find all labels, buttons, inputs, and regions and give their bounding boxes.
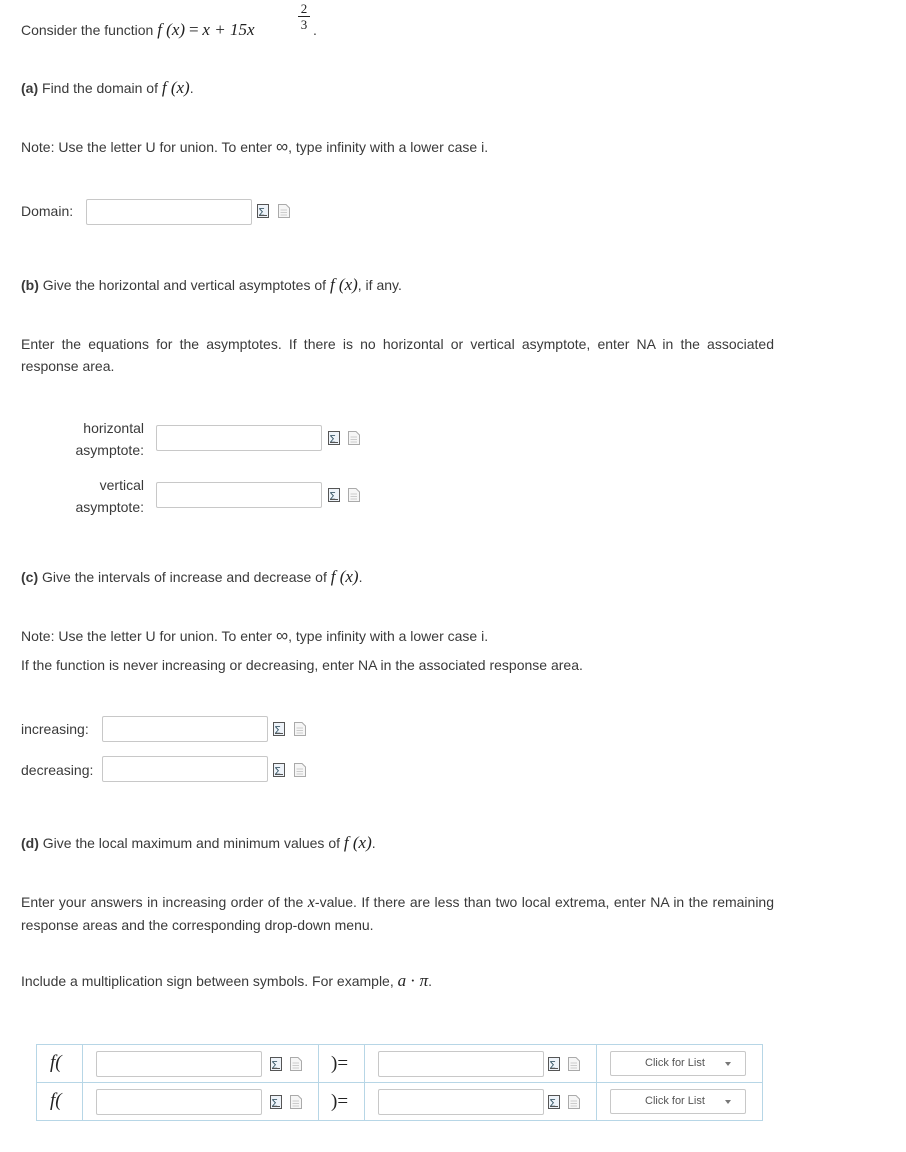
domain-label: Domain: (21, 203, 74, 219)
equation-editor-icon[interactable] (270, 1057, 282, 1071)
mult-note-period: . (428, 973, 433, 989)
extrema-f-cell (37, 1083, 83, 1121)
preview-icon[interactable] (278, 204, 290, 218)
close-paren-equals: )= (331, 1053, 349, 1074)
part-b-text: Give the horizontal and vertical asymptotes of (42, 277, 327, 293)
equation-editor-icon[interactable] (328, 488, 340, 502)
preview-icon[interactable] (348, 431, 360, 445)
intro-prefix: Consider the function (21, 22, 154, 38)
part-d-label: (d) (21, 835, 39, 851)
chevron-down-icon (725, 1062, 731, 1066)
mult-example-dot: · (410, 971, 416, 990)
part-c-heading (21, 568, 362, 586)
intro-line (21, 21, 254, 39)
increasing-input[interactable] (102, 716, 268, 742)
vertical-asymptote-input[interactable] (156, 482, 322, 508)
part-a-function: f (x) (161, 78, 190, 97)
extrema-type-dropdown[interactable] (610, 1089, 746, 1114)
part-c-function: f (x) (330, 567, 359, 586)
part-c-note (21, 627, 488, 645)
part-b-function: f (x) (329, 275, 358, 294)
svg-text:∑: ∑ (259, 207, 265, 216)
intro-function-lhs: f (x) (157, 20, 186, 39)
extrema-x-input[interactable] (96, 1051, 262, 1077)
part-d-multiplication-note (21, 972, 432, 990)
extrema-x-cell (83, 1045, 319, 1083)
horizontal-asymptote-input[interactable] (156, 425, 322, 451)
part-d-heading (21, 834, 376, 852)
extrema-type-cell (597, 1083, 763, 1121)
exponent-denominator: 3 (300, 17, 308, 32)
extrema-x-input[interactable] (96, 1089, 262, 1115)
exponent-fraction (298, 2, 310, 31)
infinity-symbol: ∞ (276, 137, 289, 156)
svg-text:∑: ∑ (330, 491, 336, 500)
domain-input[interactable] (86, 199, 252, 225)
extrema-y-input[interactable] (378, 1089, 544, 1115)
horizontal-label-line2: asymptote: (75, 442, 144, 458)
part-c-note-prefix: Note: Use the letter U for union. To enter (21, 628, 273, 644)
part-c-text: Give the intervals of increase and decrease of (42, 569, 327, 585)
preview-icon[interactable] (294, 722, 306, 736)
equation-editor-icon[interactable] (270, 1095, 282, 1109)
part-c-period: . (358, 569, 363, 585)
increasing-label: increasing: (21, 721, 89, 737)
part-d-period: . (371, 835, 376, 851)
extrema-y-cell (365, 1083, 597, 1121)
f-open-label: f( (50, 1090, 62, 1111)
intro-equals: = (188, 20, 199, 39)
part-a-text: Find the domain of (42, 80, 158, 96)
preview-icon[interactable] (294, 763, 306, 777)
preview-icon[interactable] (290, 1057, 302, 1071)
equation-editor-icon[interactable] (273, 722, 285, 736)
part-a-note-suffix: , type infinity with a lower case i. (288, 139, 489, 155)
infinity-symbol: ∞ (276, 626, 289, 645)
horizontal-asymptote-label (60, 417, 144, 461)
part-a-note (21, 138, 488, 156)
preview-icon[interactable] (568, 1095, 580, 1109)
preview-icon[interactable] (290, 1095, 302, 1109)
dropdown-label: Click for List (645, 1057, 705, 1069)
part-d-text: Give the local maximum and minimum values of (42, 835, 341, 851)
part-b-label: (b) (21, 277, 39, 293)
equation-editor-icon[interactable] (273, 763, 285, 777)
mult-example-a: a (397, 971, 407, 990)
svg-text:∑: ∑ (550, 1098, 556, 1107)
intro-period: . (313, 22, 317, 38)
chevron-down-icon (725, 1100, 731, 1104)
part-d-function: f (x) (343, 833, 372, 852)
svg-text:∑: ∑ (330, 434, 336, 443)
extrema-y-input[interactable] (378, 1051, 544, 1077)
dropdown-label: Click for List (645, 1095, 705, 1107)
extrema-x-cell (83, 1083, 319, 1121)
part-c-note2: If the function is never increasing or decreasing, enter NA in the associated response area. (21, 657, 583, 673)
extrema-row (37, 1083, 763, 1121)
part-d-instr-suffix: -value. If there are less than two local extrema, enter NA in the remaining response areas and the corresponding drop-down menu. (21, 894, 775, 933)
decreasing-label: decreasing: (21, 762, 94, 778)
preview-icon[interactable] (348, 488, 360, 502)
extrema-eq-cell (319, 1083, 365, 1121)
vertical-label-line1: vertical (99, 477, 144, 493)
part-a-period: . (189, 80, 194, 96)
extrema-f-cell (37, 1045, 83, 1083)
part-a-heading (21, 79, 194, 97)
part-c-note-suffix: , type infinity with a lower case i. (288, 628, 489, 644)
decreasing-input[interactable] (102, 756, 268, 782)
exponent-numerator: 2 (300, 1, 308, 16)
part-b-suffix: , if any. (357, 277, 402, 293)
extrema-type-dropdown[interactable] (610, 1051, 746, 1076)
extrema-y-cell (365, 1045, 597, 1083)
svg-text:∑: ∑ (275, 766, 281, 775)
mult-note-prefix: Include a multiplication sign between symbols. For example, (21, 973, 394, 989)
extrema-type-cell (597, 1045, 763, 1083)
extrema-table (36, 1044, 763, 1121)
equation-editor-icon[interactable] (548, 1095, 560, 1109)
part-b-heading (21, 276, 402, 294)
preview-icon[interactable] (568, 1057, 580, 1071)
horizontal-label-line1: horizontal (83, 420, 144, 436)
equation-editor-icon[interactable] (328, 431, 340, 445)
equation-editor-icon[interactable] (257, 204, 269, 218)
extrema-eq-cell (319, 1045, 365, 1083)
svg-text:∑: ∑ (550, 1060, 556, 1069)
part-d-instr-var: x (307, 894, 315, 911)
part-d-instructions (21, 891, 774, 936)
part-b-instructions: Enter the equations for the asymptotes. If there is no horizontal or vertical asymptote, enter NA in the associated response area. (21, 336, 774, 374)
close-paren-equals: )= (331, 1091, 349, 1112)
part-a-note-prefix: Note: Use the letter U for union. To enter (21, 139, 273, 155)
svg-text:∑: ∑ (275, 725, 281, 734)
mult-example-pi: π (419, 971, 429, 990)
part-d-instr-prefix: Enter your answers in increasing order of the (21, 894, 304, 910)
part-c-label: (c) (21, 569, 39, 585)
vertical-asymptote-label (60, 474, 144, 518)
equation-editor-icon[interactable] (548, 1057, 560, 1071)
part-a-label: (a) (21, 80, 39, 96)
svg-text:∑: ∑ (272, 1098, 278, 1107)
extrema-row (37, 1045, 763, 1083)
intro-function-rhs: x + 15x (202, 20, 255, 39)
f-open-label: f( (50, 1052, 62, 1073)
svg-text:∑: ∑ (272, 1060, 278, 1069)
vertical-label-line2: asymptote: (75, 499, 144, 515)
